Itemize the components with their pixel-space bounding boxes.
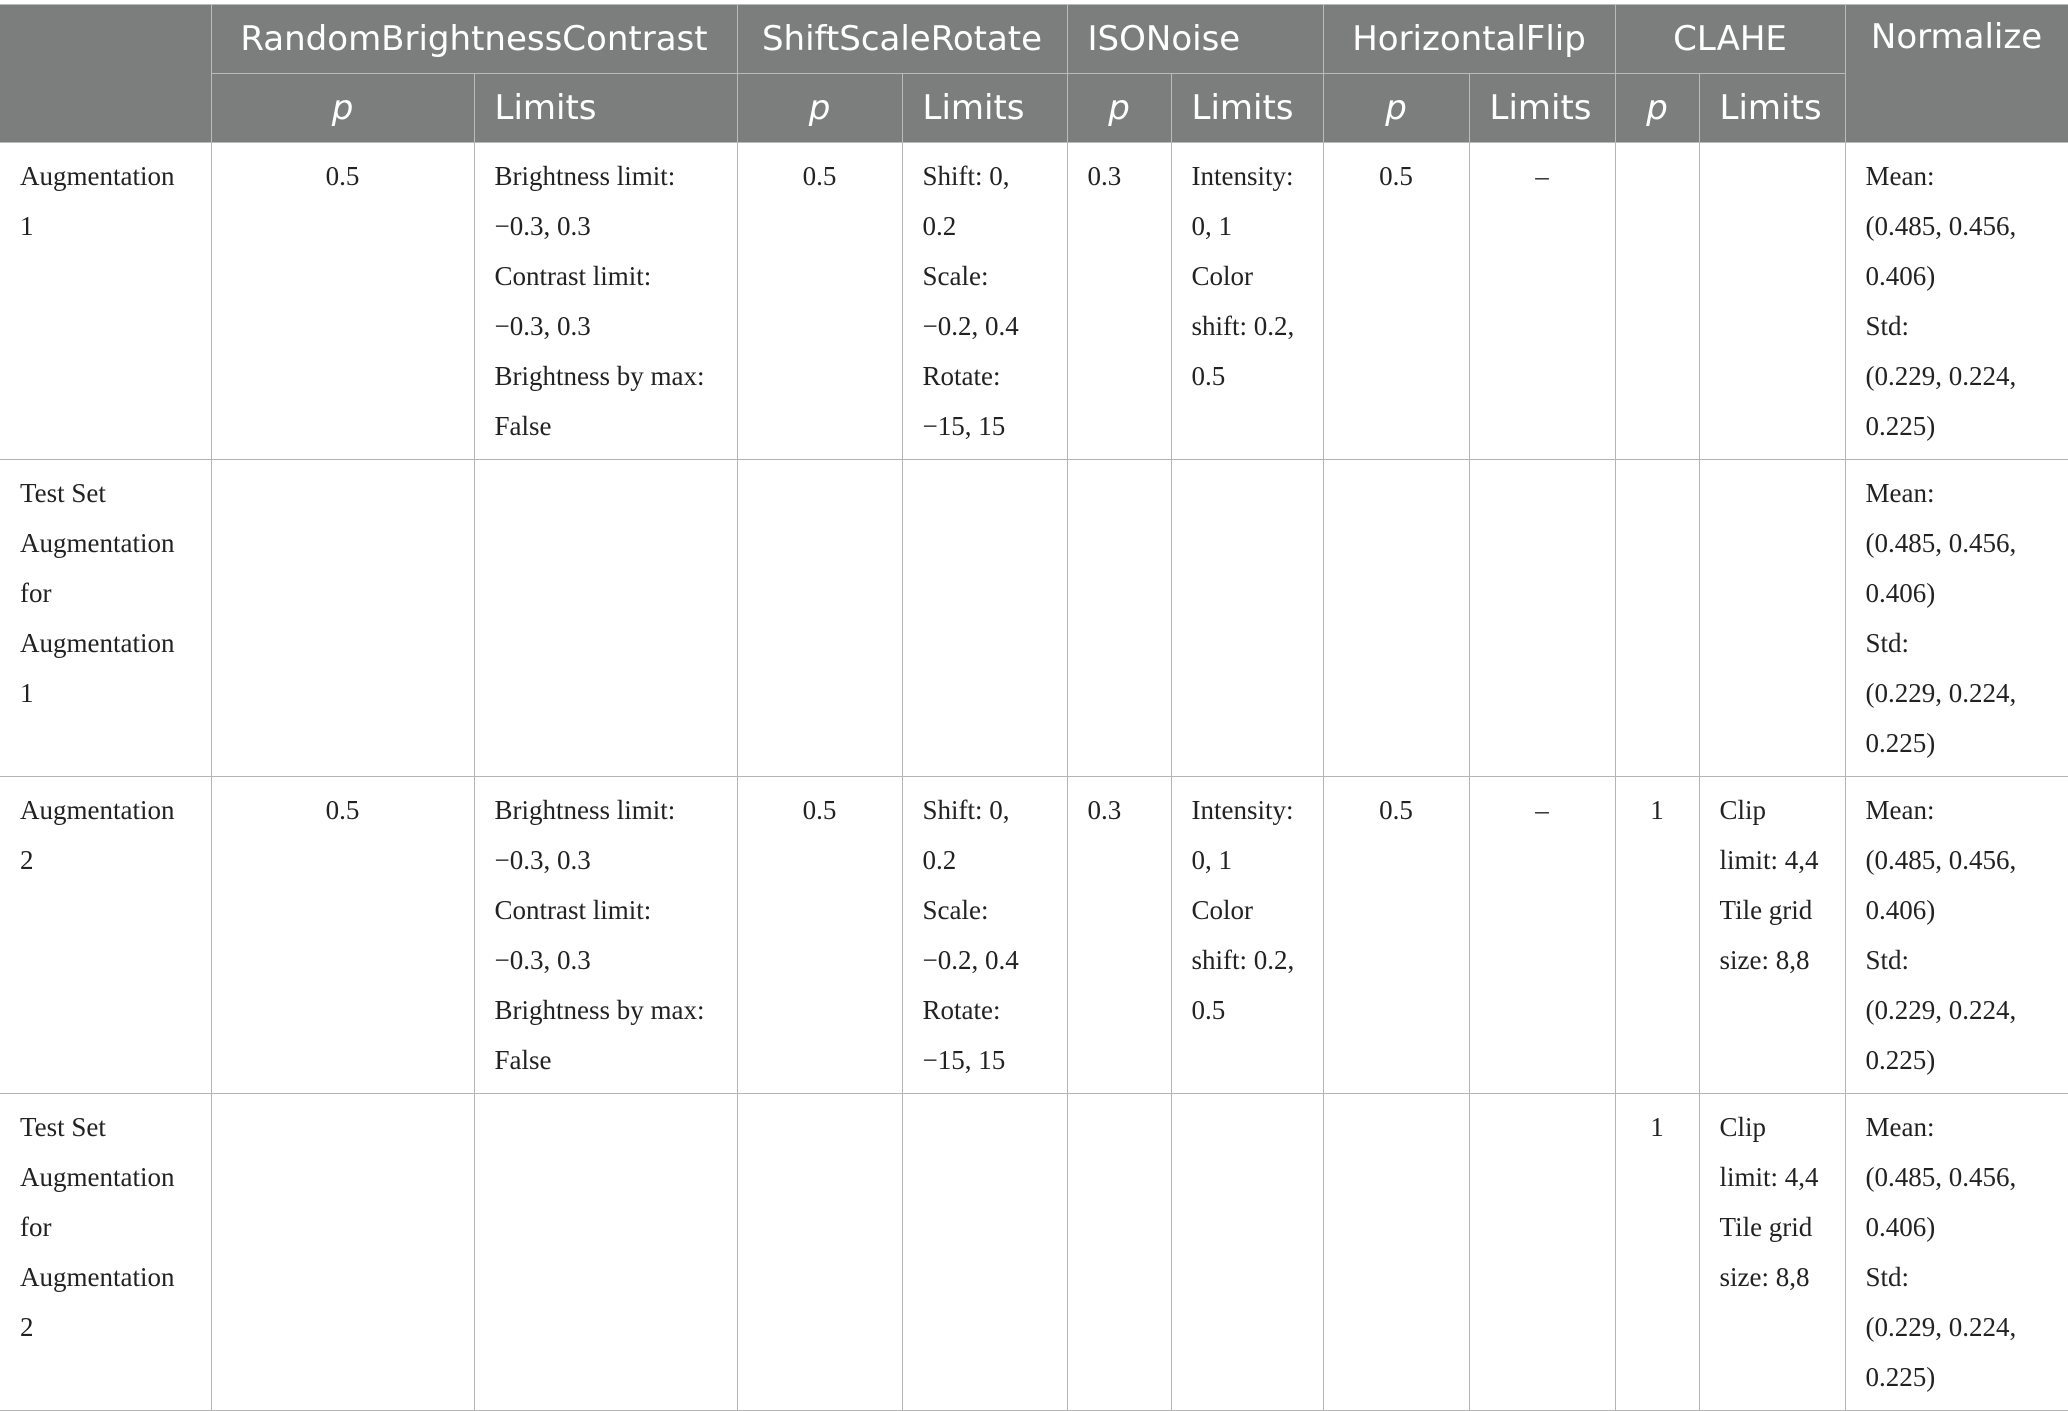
row-label: Augmentation 1	[0, 143, 211, 460]
cell-clahe-p: 1	[1615, 777, 1699, 1094]
cell-iso-limits: Intensity: 0, 1 Color shift: 0.2, 0.5	[1171, 777, 1323, 1094]
cell-ssr-limits: Shift: 0, 0.2 Scale: −0.2, 0.4 Rotate: −15, 15	[902, 777, 1067, 1094]
cell-hf-p: 0.5	[1323, 143, 1469, 460]
header-hf-p: p	[1323, 74, 1469, 143]
header-random-brightness-contrast: RandomBrightnessContrast	[211, 5, 737, 74]
cell-hf-limits	[1469, 1094, 1615, 1411]
cell-clahe-limits	[1699, 460, 1845, 777]
header-iso-limits: Limits	[1171, 74, 1323, 143]
table-header	[0, 5, 2068, 143]
table-row	[0, 143, 2068, 460]
cell-rbc-limits	[474, 1094, 737, 1411]
row-label: Test Set Augmentation for Augmentation 1	[0, 460, 211, 777]
cell-clahe-limits: Clip limit: 4,4 Tile grid size: 8,8	[1699, 777, 1845, 1094]
cell-iso-limits	[1171, 1094, 1323, 1411]
cell-normalize: Mean: (0.485, 0.456, 0.406) Std: (0.229, 0.224, 0.225)	[1845, 777, 2068, 1094]
table-row	[0, 777, 2068, 1094]
cell-ssr-limits	[902, 460, 1067, 777]
cell-iso-limits: Intensity: 0, 1 Color shift: 0.2, 0.5	[1171, 143, 1323, 460]
header-iso-noise: ISONoise	[1067, 5, 1323, 74]
header-clahe: CLAHE	[1615, 5, 1845, 74]
header-corner	[0, 5, 211, 143]
header-ssr-p: p	[737, 74, 902, 143]
header-ssr-limits: Limits	[902, 74, 1067, 143]
cell-hf-p	[1323, 1094, 1469, 1411]
cell-hf-limits	[1469, 460, 1615, 777]
cell-hf-limits: –	[1469, 777, 1615, 1094]
cell-hf-p	[1323, 460, 1469, 777]
cell-iso-limits	[1171, 460, 1323, 777]
cell-ssr-p: 0.5	[737, 143, 902, 460]
cell-clahe-p: 1	[1615, 1094, 1699, 1411]
cell-clahe-p	[1615, 460, 1699, 777]
header-iso-p: p	[1067, 74, 1171, 143]
cell-normalize: Mean: (0.485, 0.456, 0.406) Std: (0.229, 0.224, 0.225)	[1845, 1094, 2068, 1411]
cell-ssr-limits	[902, 1094, 1067, 1411]
header-rbc-limits: Limits	[474, 74, 737, 143]
row-label: Test Set Augmentation for Augmentation 2	[0, 1094, 211, 1411]
augmentation-table	[0, 4, 2068, 1411]
cell-iso-p	[1067, 460, 1171, 777]
header-hf-limits: Limits	[1469, 74, 1615, 143]
cell-rbc-p	[211, 1094, 474, 1411]
cell-rbc-limits: Brightness limit: −0.3, 0.3 Contrast limit: −0.3, 0.3 Brightness by max: False	[474, 777, 737, 1094]
cell-rbc-p	[211, 460, 474, 777]
table-row	[0, 460, 2068, 777]
header-row-subcolumns	[0, 74, 2068, 143]
cell-hf-p: 0.5	[1323, 777, 1469, 1094]
header-horizontal-flip: HorizontalFlip	[1323, 5, 1615, 74]
cell-normalize: Mean: (0.485, 0.456, 0.406) Std: (0.229, 0.224, 0.225)	[1845, 460, 2068, 777]
header-clahe-limits: Limits	[1699, 74, 1845, 143]
header-clahe-p: p	[1615, 74, 1699, 143]
cell-clahe-limits: Clip limit: 4,4 Tile grid size: 8,8	[1699, 1094, 1845, 1411]
cell-ssr-p: 0.5	[737, 777, 902, 1094]
header-shift-scale-rotate: ShiftScaleRotate	[737, 5, 1067, 74]
cell-ssr-limits: Shift: 0, 0.2 Scale: −0.2, 0.4 Rotate: −15, 15	[902, 143, 1067, 460]
header-rbc-p: p	[211, 74, 474, 143]
cell-clahe-limits	[1699, 143, 1845, 460]
cell-iso-p: 0.3	[1067, 777, 1171, 1094]
cell-ssr-p	[737, 460, 902, 777]
cell-hf-limits: –	[1469, 143, 1615, 460]
header-row-groups	[0, 5, 2068, 74]
cell-rbc-limits	[474, 460, 737, 777]
cell-normalize: Mean: (0.485, 0.456, 0.406) Std: (0.229, 0.224, 0.225)	[1845, 143, 2068, 460]
table-row	[0, 1094, 2068, 1411]
cell-iso-p: 0.3	[1067, 143, 1171, 460]
cell-clahe-p	[1615, 143, 1699, 460]
table-body	[0, 143, 2068, 1411]
header-normalize: Normalize	[1845, 5, 2068, 143]
row-label: Augmentation 2	[0, 777, 211, 1094]
cell-ssr-p	[737, 1094, 902, 1411]
cell-iso-p	[1067, 1094, 1171, 1411]
cell-rbc-limits: Brightness limit: −0.3, 0.3 Contrast limit: −0.3, 0.3 Brightness by max: False	[474, 143, 737, 460]
cell-rbc-p: 0.5	[211, 777, 474, 1094]
cell-rbc-p: 0.5	[211, 143, 474, 460]
